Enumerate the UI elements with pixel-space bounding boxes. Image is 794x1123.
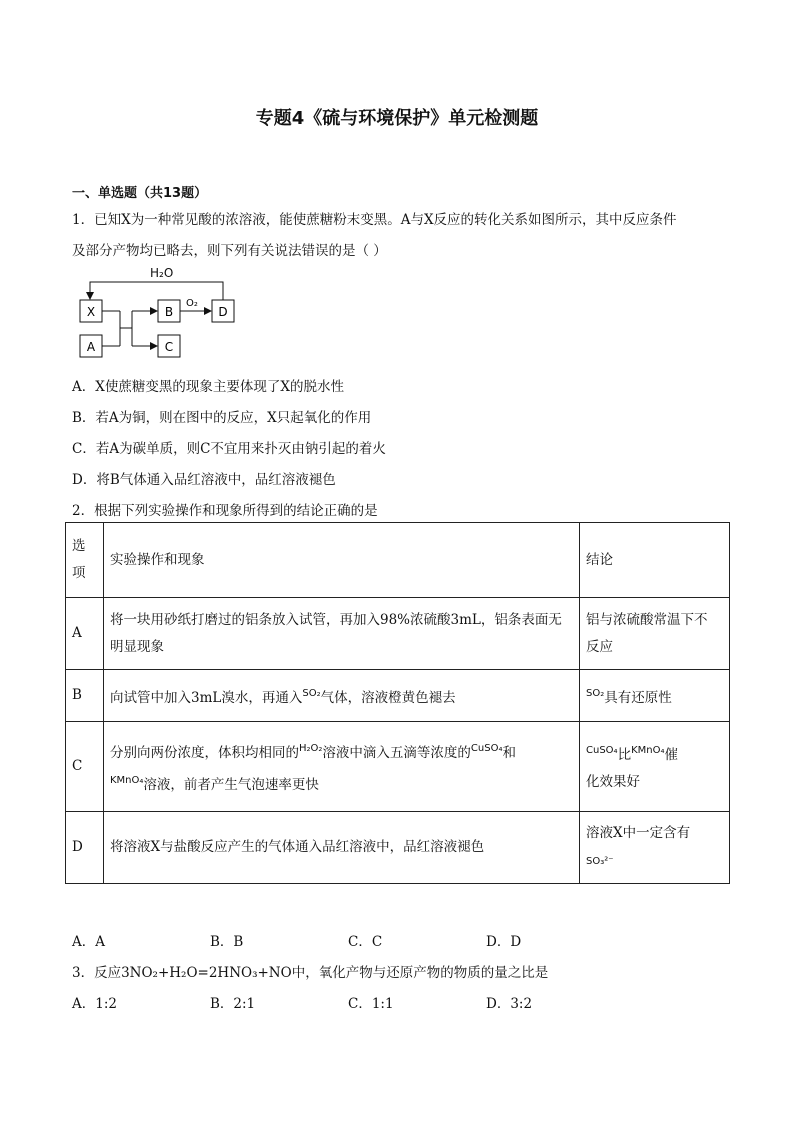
row-c-op-end: 和 [502, 744, 516, 761]
row-b-op-post: 气体，溶液橙黄色褪去 [320, 689, 456, 706]
node-c: C [164, 340, 174, 354]
row-c-concl-mid: 比 [617, 747, 632, 763]
row-a-operation [104, 598, 580, 670]
row-b-option: B [66, 670, 104, 722]
q2-stem: 2．根据下列实验操作和现象所得到的结论正确的是 [72, 503, 378, 519]
row-a-op-line2: 明显现象 [110, 638, 164, 655]
row-c-operation [104, 722, 580, 812]
row-c-chem3: KMnO₄ [110, 774, 144, 786]
row-c-chem2: CuSO₄ [470, 742, 503, 754]
q1-option-d[interactable]: D．将B气体通入品红溶液中，品红溶液褪色 [72, 472, 336, 488]
node-b: B [164, 305, 174, 319]
q1-stem-line1: 1．已知X为一种常见酸的浓溶液，能使蔗糖粉末变黑。A与X反应的转化关系如图所示，其中反应条件 [72, 212, 677, 228]
q3-answer-a[interactable]: A．1:2 [72, 996, 117, 1012]
q1-option-c[interactable]: C．若A为碳单质，则C不宜用来扑灭由钠引起的着火 [72, 441, 386, 457]
table-row [66, 670, 730, 722]
row-c-concl-line2: 化效果好 [586, 774, 640, 790]
row-b-operation [104, 670, 580, 722]
q1-option-b[interactable]: B．若A为铜，则在图中的反应，X只起氧化的作用 [72, 410, 372, 426]
row-c-op-mid: 溶液中滴入五滴等浓度的 [322, 744, 471, 761]
o2-label: O₂ [186, 298, 198, 309]
row-d-option: D [66, 812, 104, 884]
row-b-op-pre: 向试管中加入3mL溴水，再通入 [110, 689, 303, 706]
q3-answer-d[interactable]: D．3:2 [486, 996, 533, 1012]
row-c-op-post: 溶液，前者产生气泡速率更快 [143, 776, 319, 793]
node-x: X [86, 305, 96, 319]
row-d-concl-chem: SO₃²⁻ [586, 856, 614, 867]
header-option-1: 选 [72, 538, 86, 554]
h2o-label: H₂O [150, 266, 174, 280]
q1-stem-line2: 及部分产物均已略去，则下列有关说法错误的是（ ） [72, 243, 387, 259]
page-title: 专题4《硫与环境保护》单元检测题 [255, 108, 539, 129]
row-a-concl-line1: 铝与浓硫酸常温下不 [586, 611, 708, 628]
row-d-operation: 将溶液X与盐酸反应产生的气体通入品红溶液中，品红溶液褪色 [104, 812, 580, 884]
row-c-option: C [66, 722, 104, 812]
q2-answer-b[interactable]: B．B [210, 934, 244, 950]
node-d: D [218, 305, 228, 319]
table-row [66, 722, 730, 812]
q2-answer-a[interactable]: A．A [72, 934, 105, 950]
row-b-chem: SO₂ [302, 687, 321, 699]
q2-answer-c[interactable]: C．C [348, 934, 383, 950]
row-c-chem1: H₂O₂ [299, 742, 323, 754]
table-header-row [66, 523, 730, 598]
row-c-conclusion [580, 722, 730, 812]
row-c-concl-end: 催 [664, 747, 678, 763]
row-b-concl-text: 具有还原性 [604, 689, 672, 706]
table-row [66, 598, 730, 670]
node-a: A [86, 340, 96, 354]
table-row [66, 812, 730, 884]
row-a-op-line1: 将一块用砂纸打磨过的铝条放入试管，再加入98%浓硫酸3mL，铝条表面无 [110, 611, 562, 628]
row-d-concl-line1: 溶液X中一定含有 [586, 825, 691, 841]
q3-answer-b[interactable]: B．2:1 [210, 996, 256, 1012]
row-d-conclusion [580, 812, 730, 884]
section-heading: 一、单选题（共13题） [72, 186, 208, 201]
q2-table [65, 522, 730, 884]
row-a-concl-line2: 反应 [586, 638, 613, 655]
row-c-op-pre: 分别向两份浓度，体积均相同的 [110, 744, 299, 761]
header-operation: 实验操作和现象 [104, 523, 580, 598]
row-b-conclusion [580, 670, 730, 722]
q3-stem: 3．反应3NO₂+H₂O=2HNO₃+NO中，氧化产物与还原产物的物质的量之比是 [72, 965, 549, 981]
reaction-diagram [72, 262, 252, 362]
row-b-concl-chem: SO₂ [586, 687, 605, 699]
q3-answer-c[interactable]: C．1:1 [348, 996, 394, 1012]
q2-answer-d[interactable]: D．D [486, 934, 522, 950]
row-a-conclusion [580, 598, 730, 670]
header-option [66, 523, 104, 598]
row-a-option: A [66, 598, 104, 670]
row-c-concl-chem1: CuSO₄ [586, 745, 618, 756]
row-c-concl-chem2: KMnO₄ [631, 745, 665, 756]
header-option-2: 项 [72, 565, 86, 581]
header-conclusion: 结论 [580, 523, 730, 598]
q1-option-a[interactable]: A．X使蔗糖变黑的现象主要体现了X的脱水性 [72, 379, 344, 395]
